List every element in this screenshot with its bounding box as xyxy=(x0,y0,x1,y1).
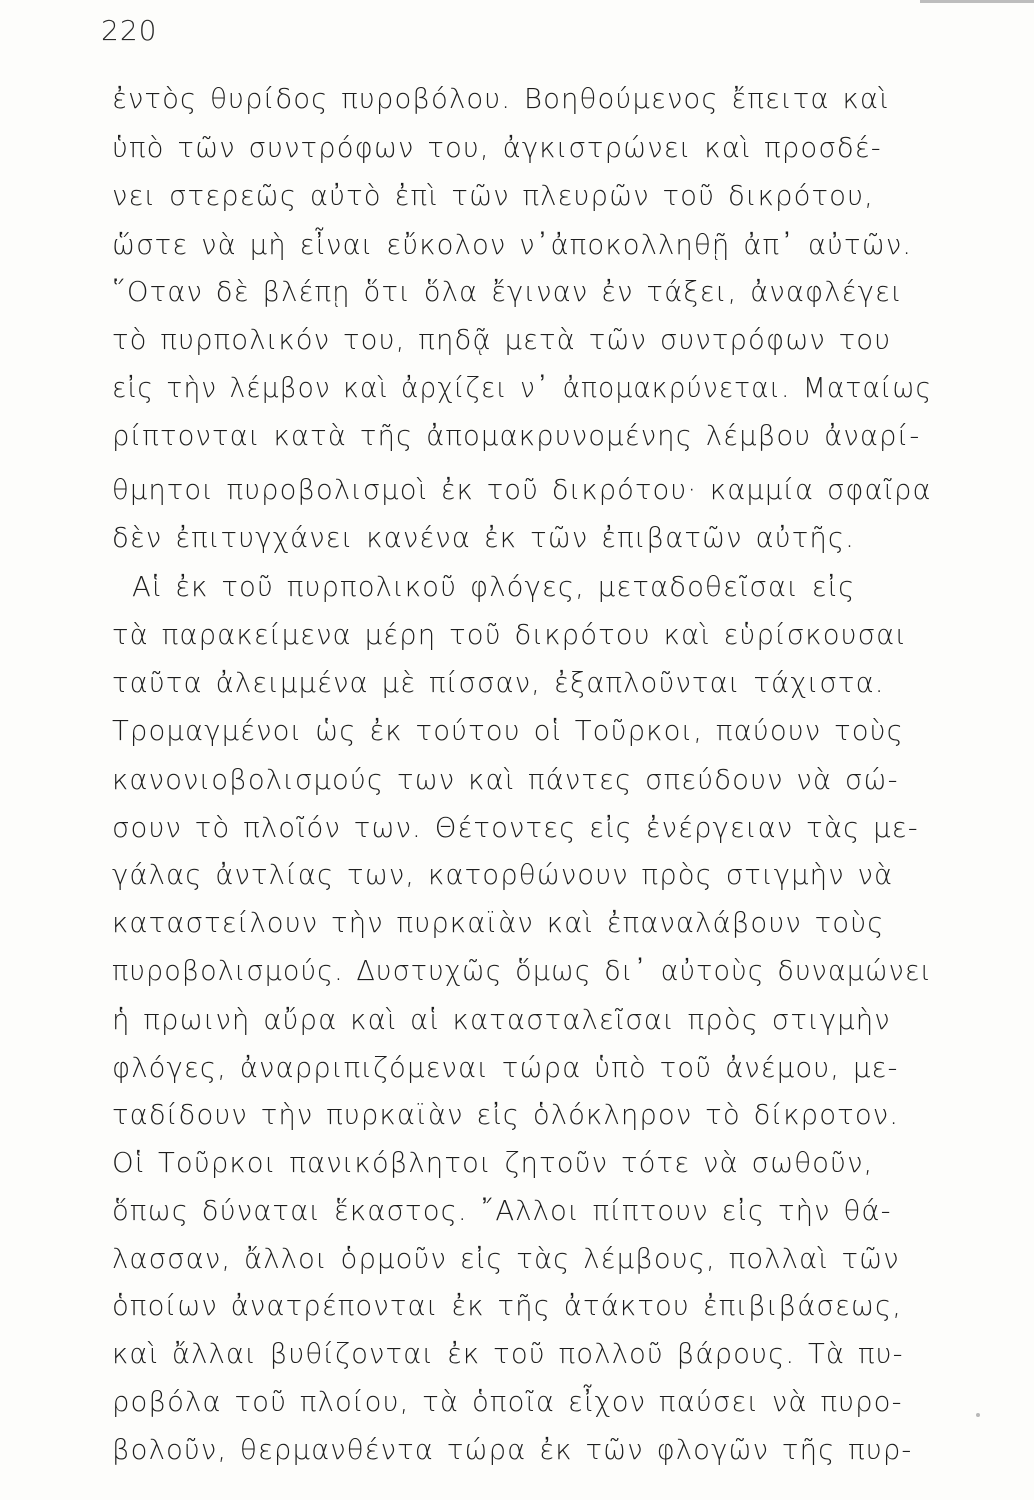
text-line: λασσαν, ἄλλοι ὁρμοῦν εἰς τὰς λέμβους, πολλαὶ τῶν xyxy=(112,1243,900,1275)
text-line: ἡ πρωινὴ αὔρα καὶ αἱ κατασταλεῖσαι πρὸς στιγμὴν xyxy=(112,1004,891,1036)
text-line: ταῦτα ἀλειμμένα μὲ πίσσαν, ἐξαπλοῦνται τάχιστα. xyxy=(112,667,885,699)
page-number: 220 xyxy=(101,14,158,47)
text-line: καταστείλουν τὴν πυρκαϊὰν καὶ ἐπαναλάβουν τοὺς xyxy=(112,907,885,939)
text-line: ὑπὸ τῶν συντρόφων του, ἀγκιστρώνει καὶ προσδέ- xyxy=(112,132,882,164)
text-line: ῞Οταν δὲ βλέπῃ ὅτι ὅλα ἔγιναν ἐν τάξει, ἀναφλέγει xyxy=(112,276,903,308)
paper-speck xyxy=(976,1413,980,1417)
text-line: σουν τὸ πλοῖόν των. Θέτοντες εἰς ἐνέργειαν τὰς με- xyxy=(112,812,919,844)
text-line: Τρομαγμένοι ὡς ἐκ τούτου οἱ Τοῦρκοι, παύουν τοὺς xyxy=(112,715,904,747)
text-line: γάλας ἀντλίας των, κατορθώνουν πρὸς στιγμὴν νὰ xyxy=(112,859,894,891)
text-line: ὅπως δύναται ἕκαστος. ῎Αλλοι πίπτουν εἰς τὴν θά- xyxy=(112,1195,892,1227)
text-line: Οἱ Τοῦρκοι πανικόβλητοι ζητοῦν τότε νὰ σωθοῦν, xyxy=(112,1147,874,1179)
text-line: τὰ παρακείμενα μέρη τοῦ δικρότου καὶ εὑρίσκουσαι xyxy=(112,619,908,651)
text-line: φλόγες, ἀναρριπιζόμεναι τώρα ὑπὸ τοῦ ἀνέμου, με- xyxy=(112,1052,899,1084)
text-line: εἰς τὴν λέμβον καὶ ἀρχίζει ν᾿ ἀπομακρύνεται. Ματαίως xyxy=(112,372,933,404)
text-line: ὥστε νὰ μὴ εἶναι εὔκολον ν᾿ἀποκολληθῇ ἀπ᾿ αὐτῶν. xyxy=(112,229,913,261)
text-line: νει στερεῶς αὐτὸ ἐπὶ τῶν πλευρῶν τοῦ δικρότου, xyxy=(112,180,874,212)
text-line: ροβόλα τοῦ πλοίου, τὰ ὁποῖα εἶχον παύσει νὰ πυρο- xyxy=(112,1386,903,1418)
text-line: δὲν ἐπιτυγχάνει κανένα ἐκ τῶν ἐπιβατῶν αὐτῆς. xyxy=(112,522,855,554)
text-line: ἐντὸς θυρίδος πυροβόλου. Βοηθούμενος ἔπειτα καὶ xyxy=(112,83,890,115)
text-line: θμητοι πυροβολισμοὶ ἐκ τοῦ δικρότου· καμμία σφαῖρα xyxy=(112,474,932,506)
text-line: ὁποίων ἀνατρέπονται ἐκ τῆς ἀτάκτου ἐπιβιβάσεως, xyxy=(112,1290,903,1322)
text-line: βολοῦν, θερμανθέντα τώρα ἐκ τῶν φλογῶν τῆς πυρ- xyxy=(112,1434,913,1466)
text-line: καὶ ἄλλαι βυθίζονται ἐκ τοῦ πολλοῦ βάρους. Τὰ πυ- xyxy=(112,1338,904,1370)
text-line: τὸ πυρπολικόν του, πηδᾷ μετὰ τῶν συντρόφων του xyxy=(112,324,892,356)
text-line: ρίπτονται κατὰ τῆς ἀπομακρυνομένης λέμβου ἀναρί- xyxy=(112,420,921,452)
text-line: κανονιοβολισμούς των καὶ πάντες σπεύδουν νὰ σώ- xyxy=(112,764,899,796)
text-line: ταδίδουν τὴν πυρκαϊὰν εἰς ὁλόκληρον τὸ δίκροτον. xyxy=(112,1099,900,1131)
text-line: πυροβολισμούς. Δυστυχῶς ὅμως δι᾿ αὐτοὺς δυναμώνει xyxy=(112,955,933,987)
paragraph-start-line: Αἱ ἐκ τοῦ πυρπολικοῦ φλόγες, μεταδοθεῖσαι εἰς xyxy=(132,571,856,603)
top-edge-rule xyxy=(920,0,1034,3)
